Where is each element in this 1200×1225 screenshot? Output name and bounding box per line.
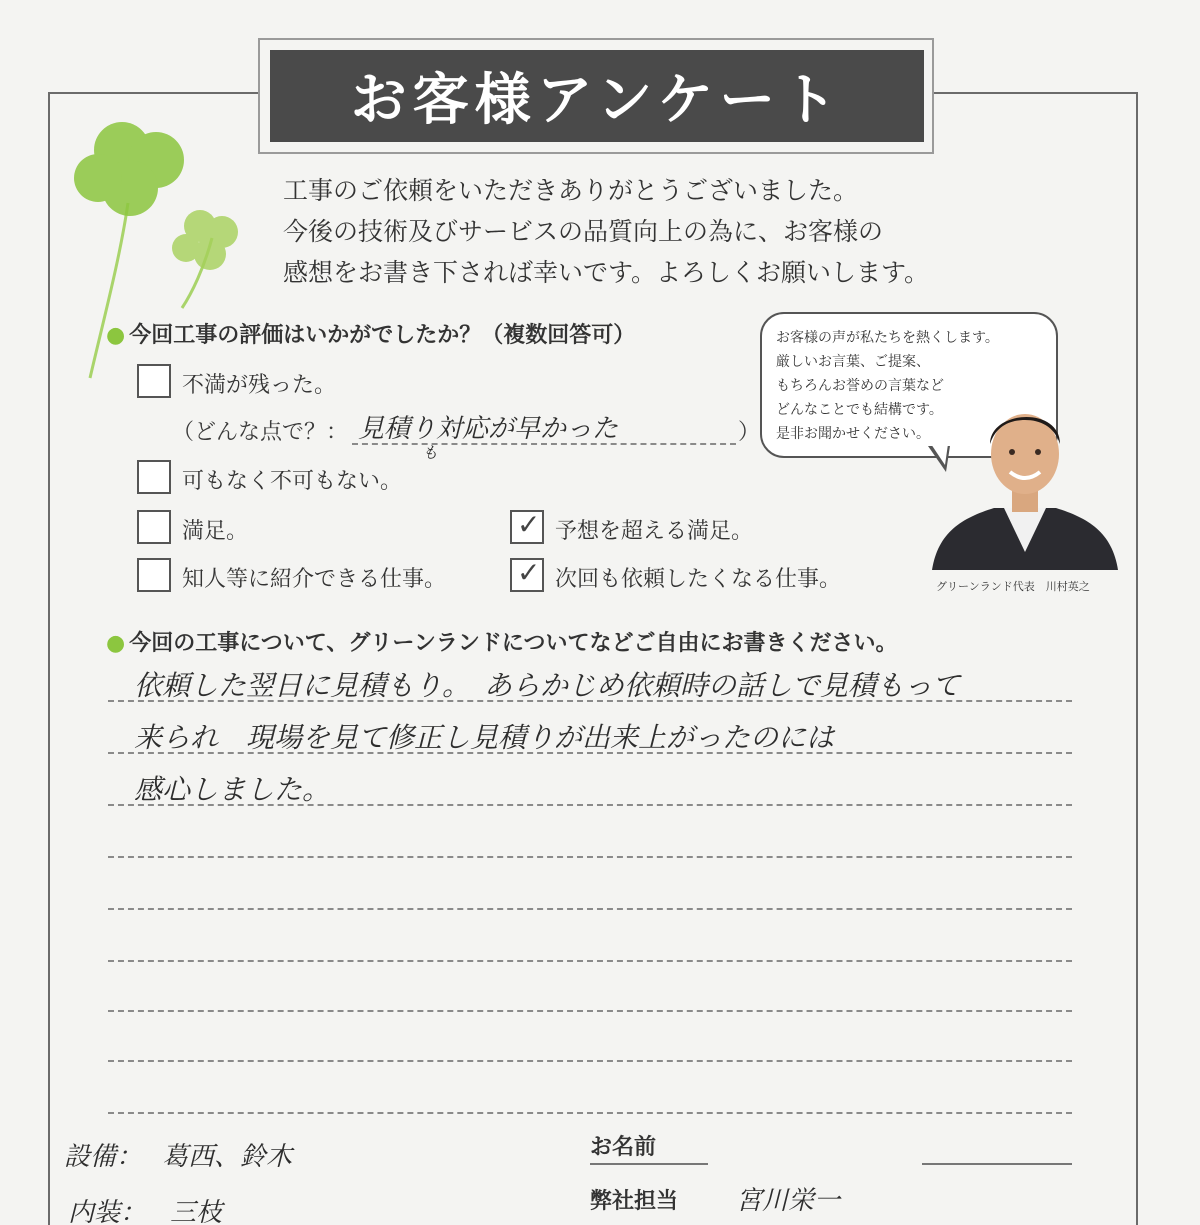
detail-answer[interactable]: 見積り対応が早かった (358, 414, 619, 444)
writing-rule (108, 856, 1072, 858)
check-mark-icon: ✓ (517, 508, 541, 541)
option-label: 予想を超える満足。 (555, 519, 754, 544)
intro-line: 工事のご依頼をいただきありがとうございました。 (283, 176, 859, 205)
checkbox-recommendable[interactable] (137, 558, 171, 592)
page-title: お客様アンケート (350, 68, 844, 133)
checkbox-satisfied[interactable] (137, 510, 171, 544)
detail-close: ） (738, 420, 761, 445)
content-label: 内装： (68, 1198, 147, 1225)
detail-insert: も (422, 443, 439, 462)
content-value: 三枝 (170, 1198, 223, 1225)
name-label: お名前 (590, 1135, 657, 1160)
bubble-line: どんなことでも結構です。 (776, 402, 943, 418)
writing-rule (108, 1060, 1072, 1062)
writing-rule (108, 960, 1072, 962)
bubble-line: 是非お聞かせください。 (776, 426, 930, 442)
checkbox-beyond-expectations[interactable] (510, 510, 544, 544)
staff-value: 宮川栄一 (736, 1186, 841, 1216)
option-label: 知人等に紹介できる仕事。 (182, 567, 447, 592)
bubble-line: 厳しいお言葉、ご提案、 (776, 354, 930, 370)
bullet-icon: ● (106, 323, 126, 348)
bullet-icon: ● (106, 631, 126, 656)
checkbox-neutral[interactable] (137, 460, 171, 494)
q1-heading (106, 318, 635, 349)
detail-prompt: （どんな点で？： (172, 420, 349, 445)
answer-line[interactable]: 来られ 現場を見て修正し見積りが出来上がったのには (134, 721, 835, 754)
representative-portrait (932, 392, 1118, 570)
representative-caption: グリーンランド代表 川村英之 (936, 580, 1090, 593)
writing-rule (108, 908, 1072, 910)
design-value: 葛西、鈴木 (162, 1142, 293, 1172)
name-field[interactable] (922, 1163, 1072, 1165)
name-underline (590, 1163, 708, 1165)
check-mark-icon: ✓ (517, 556, 541, 589)
staff-label: 弊社担当 (590, 1189, 679, 1214)
design-label: 設備： (64, 1142, 143, 1172)
checkbox-dissatisfied[interactable] (137, 364, 171, 398)
option-label: 次回も依頼したくなる仕事。 (555, 567, 842, 592)
option-label: 不満が残った。 (182, 373, 337, 398)
option-label: 満足。 (182, 519, 249, 544)
writing-rule (108, 1010, 1072, 1012)
checkbox-request-again[interactable] (510, 558, 544, 592)
option-label: 可もなく不可もない。 (182, 469, 403, 494)
title-banner (270, 50, 924, 142)
q1-heading-text: 今回工事の評価はいかがでしたか？（複数回答可） (129, 323, 636, 348)
intro-line: 感想をお書き下されば幸いです。よろしくお願いします。 (283, 258, 930, 287)
bubble-line: お客様の声が私たちを熱くします。 (776, 330, 999, 346)
answer-line[interactable]: 依頼した翌日に見積もり。 あらかじめ依頼時の話しで見積もって (134, 669, 961, 702)
q2-heading (106, 626, 897, 657)
q2-heading-text: 今回の工事について、グリーンランドについてなどご自由にお書きください。 (129, 631, 898, 656)
writing-rule (108, 1112, 1072, 1114)
bubble-line: もちろんお誉めの言葉など (776, 378, 944, 394)
intro-text (283, 170, 929, 293)
intro-line: 今後の技術及びサービスの品質向上の為に、お客様の (283, 217, 884, 246)
answer-line[interactable]: 感心しました。 (134, 773, 331, 806)
